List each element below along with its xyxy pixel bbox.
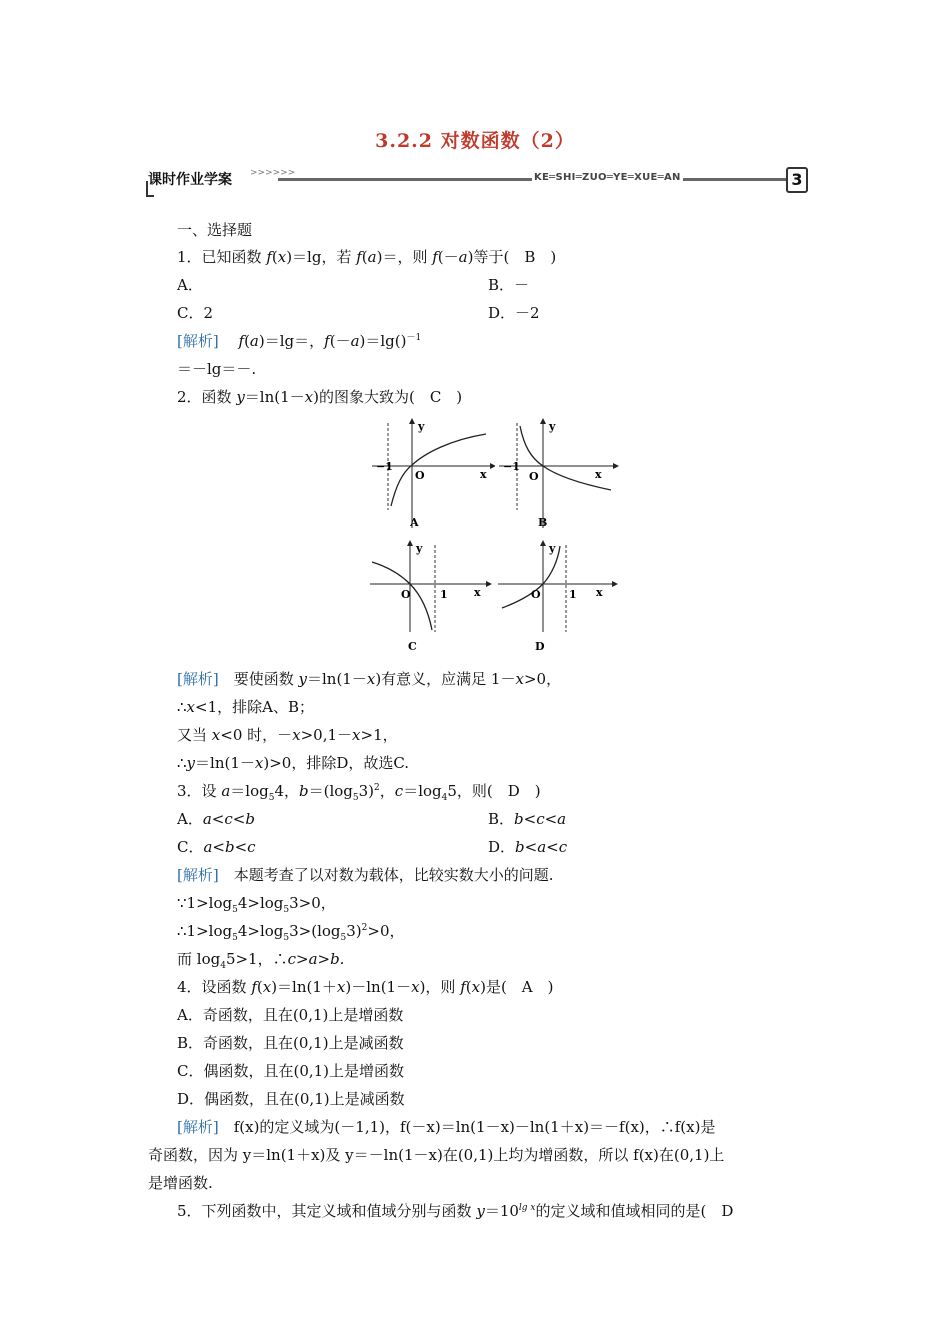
- q4-stem: 4．设函数 f(x)＝ln(1＋x)－ln(1－x)，则 f(x)是( A ): [177, 978, 554, 996]
- q5-stem: 5．下列函数中，其定义域和值域分别与函数 $y=10^{lg x}$的定义域和值域相同的是( D: [177, 1202, 734, 1220]
- page-title: 3.2.2 对数函数（2）: [375, 130, 575, 152]
- banner-pinyin: KE═SHI═ZUO═YE═XUE═AN: [534, 172, 681, 183]
- analysis-tag: [解析]: [177, 332, 219, 350]
- svg-text:O: O: [401, 588, 411, 601]
- banner-corner: [146, 181, 154, 197]
- svg-text:−1: −1: [503, 460, 520, 473]
- svg-text:x: x: [596, 586, 603, 599]
- graph-a: [370, 418, 495, 533]
- svg-text:y: y: [549, 420, 556, 433]
- q1-analysis: [解析] f(a)＝lg＝，f(－a)＝lg()$^{-1}$: [177, 332, 422, 350]
- q1-stem: 1．已知函数 f(x)＝lg，若 f(a)＝，则 f(－a)等于( B ): [177, 248, 557, 266]
- graph-b-label: B: [538, 516, 548, 529]
- q4-option-b: B．奇函数，且在(0,1)上是减函数: [177, 1034, 404, 1052]
- q3-analysis-line2: $\because 1>\log_54>\log_53>0$，: [177, 894, 336, 915]
- svg-text:x: x: [595, 468, 602, 481]
- svg-text:−1: −1: [376, 460, 393, 473]
- svg-text:O: O: [415, 469, 425, 482]
- svg-text:1: 1: [569, 588, 577, 601]
- graph-c: [368, 540, 493, 655]
- q2-stem: 2．函数 y＝ln(1－x)的图象大致为( C ): [177, 388, 463, 406]
- banner-number: 3: [786, 167, 808, 193]
- graph-a-label: A: [410, 516, 419, 529]
- q3-option-c: C．a<b<c: [177, 838, 256, 856]
- svg-text:y: y: [549, 542, 556, 555]
- graph-c-label: C: [408, 640, 417, 653]
- q2-analysis-line3: 又当 x<0 时，－x>0,1－x>1，: [177, 726, 398, 744]
- q2-analysis-line2: ∴x<1，排除A、B；: [177, 698, 314, 716]
- q4-option-a: A．奇函数，且在(0,1)上是增函数: [177, 1006, 404, 1024]
- q2-analysis-line4: ∴y＝ln(1－x)>0，排除D，故选C.: [177, 754, 410, 772]
- svg-text:y: y: [418, 420, 425, 433]
- q3-analysis: [解析] 本题考查了以对数为载体，比较实数大小的问题.: [177, 866, 554, 884]
- graph-d: [496, 540, 621, 655]
- svg-text:O: O: [531, 588, 541, 601]
- q1-option-a: A．: [177, 276, 203, 294]
- banner-arrows: >>>>>>: [250, 168, 296, 178]
- q4-option-d: D．偶函数，且在(0,1)上是减函数: [177, 1090, 405, 1108]
- section-banner: [148, 163, 808, 195]
- banner-label: 课时作业学案: [148, 172, 232, 188]
- q3-analysis-line3: $\therefore 1>\log_54>\log_53>(\log_53)^2>0$，: [177, 922, 405, 943]
- q1-option-b: B．－: [488, 276, 530, 294]
- q3-analysis-line4: 而 $\log_45>1$，∴c>a>b.: [177, 950, 345, 971]
- q3-option-b: B．b<c<a: [488, 810, 567, 828]
- q4-analysis-line2: 奇函数，因为 y＝ln(1＋x)及 y＝－ln(1－x)在(0,1)上均为增函数，所以 f(x)在(0,1)上: [148, 1146, 725, 1164]
- q3-option-a: A．a<c<b: [177, 810, 255, 828]
- svg-text:x: x: [474, 586, 481, 599]
- q3-stem: 3．设 $a=\log_54$，$b=(\log_53)^2$，$c=\log_45$，则( D ): [177, 782, 541, 803]
- q3-option-d: D．b<a<c: [488, 838, 568, 856]
- q1-option-d: D．－2: [488, 304, 540, 322]
- graph-d-label: D: [535, 640, 545, 653]
- q1-analysis-line2: ＝－lg＝－.: [177, 360, 257, 378]
- svg-text:1: 1: [440, 588, 448, 601]
- svg-text:x: x: [480, 468, 487, 481]
- svg-text:y: y: [416, 542, 423, 555]
- section-heading: 一、选择题: [177, 221, 253, 239]
- q1-option-c: C．2: [177, 304, 214, 322]
- q4-option-c: C．偶函数，且在(0,1)上是增函数: [177, 1062, 405, 1080]
- q4-analysis: [解析] f(x)的定义域为(－1,1)，f(－x)＝ln(1－x)－ln(1＋x)＝－f(x)，∴f(x)是: [177, 1118, 716, 1136]
- q2-analysis: [解析] 要使函数 y＝ln(1－x)有意义，应满足 1－x>0，: [177, 670, 562, 688]
- q4-analysis-line3: 是增函数.: [148, 1174, 213, 1192]
- svg-text:O: O: [529, 470, 539, 483]
- graph-b: [497, 418, 622, 533]
